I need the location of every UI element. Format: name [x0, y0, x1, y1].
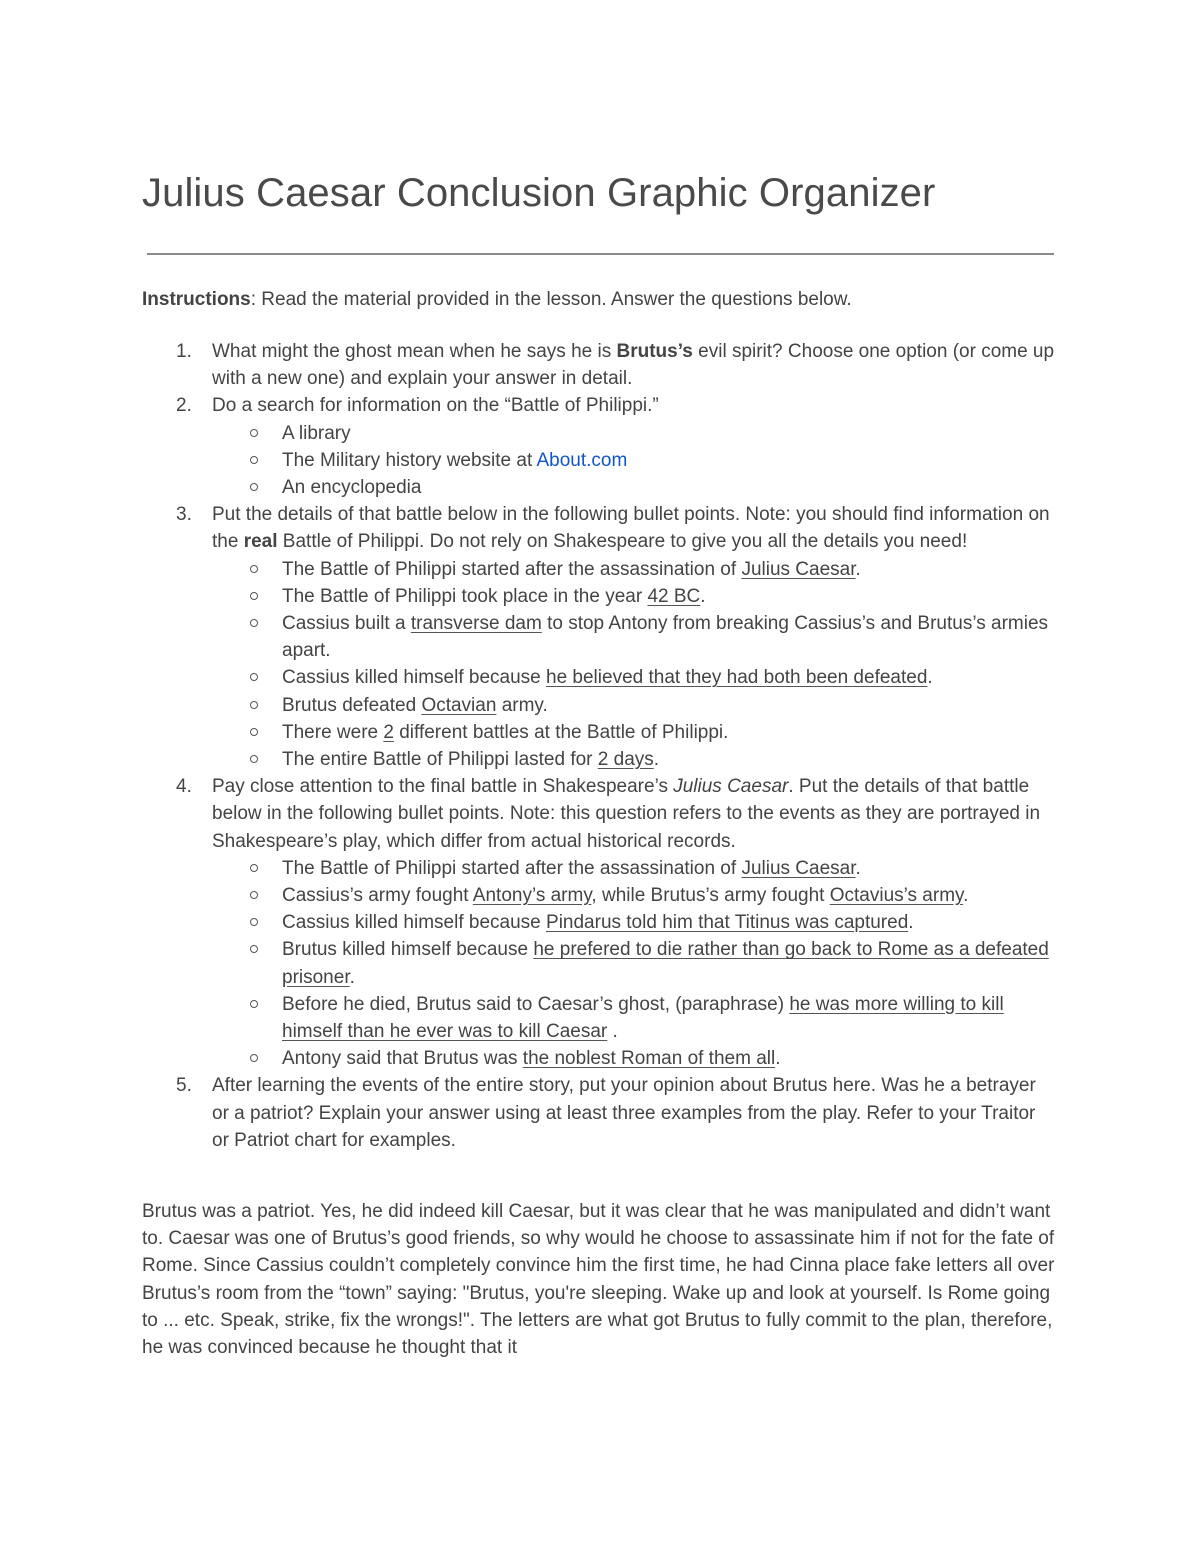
list-item-text: different battles at the Battle of Philippi.	[393, 721, 729, 743]
answer-text: Antony’s army	[472, 885, 592, 907]
hollow-bullet-icon	[250, 728, 258, 736]
list-item-text: .	[963, 885, 969, 907]
hollow-bullet-icon	[250, 456, 258, 464]
list-item-text: army.	[496, 694, 548, 716]
list-item	[212, 882, 1057, 909]
list-item	[212, 664, 1057, 691]
question-3	[142, 501, 1057, 773]
list-item-text: The Military history website at	[282, 449, 537, 471]
instructions-label: Instructions	[142, 289, 251, 310]
list-item-text: .	[349, 966, 355, 988]
answer-text: Pindarus told him that Titinus was captured	[546, 912, 909, 934]
about-com-link[interactable]: About.com	[536, 449, 628, 471]
list-item-text: .	[927, 667, 933, 689]
list-item	[212, 991, 1057, 1045]
question-bold-text: Brutus’s	[616, 341, 693, 362]
list-item-text: .	[653, 749, 660, 771]
answer-text: 42 BC	[647, 585, 701, 607]
question-text: Put the details of that battle below in the following bullet points. Note: you should find information on the	[212, 504, 1050, 553]
hollow-bullet-icon	[250, 619, 258, 627]
question-number: 1.	[176, 341, 192, 362]
list-item	[212, 855, 1057, 882]
essay-answer: Brutus was a patriot. Yes, he did indeed kill Caesar, but it was clear that he was manipulated and didn’t want to. Caesar was one of Brutus’s good friends, so why would he choose to assassinate him if not for the fate of Rome. Since Cassius couldn’t completely convince him the first time, he had Cinna place fake letters all over Brutus’s room from the “town” saying: "Brutus, you're sleeping. Wake up and look at yourself. Is Rome going to ... etc. Speak, strike, fix the wrongs!". The letters are what got Brutus to fully commit to the plan, therefore, he was convinced because he thought that it	[142, 1201, 1055, 1359]
hollow-bullet-icon	[250, 864, 258, 872]
list-item-text: .	[700, 585, 706, 607]
list-item	[212, 610, 1057, 664]
hollow-bullet-icon	[250, 592, 258, 600]
list-item-text: The entire Battle of Philippi lasted for	[282, 749, 598, 771]
question-text: Do a search for information on the “Battle of Philippi.”	[212, 395, 659, 417]
answer-text: the noblest Roman of them all	[522, 1048, 776, 1070]
answer-text: Octavius’s army	[829, 885, 964, 907]
question-bold-text: real	[243, 531, 278, 553]
list-item-text: to stop Antony from breaking Cassius’s and Brutus’s armies apart.	[282, 613, 1049, 662]
hollow-bullet-icon	[250, 891, 258, 899]
list-item-text: .	[855, 558, 861, 580]
question-number: 2.	[176, 395, 192, 417]
list-item-text: The Battle of Philippi started after the assassination of	[282, 857, 742, 879]
answer-text: Julius Caesar	[741, 857, 856, 879]
list-item	[212, 1045, 1057, 1072]
answer-text: 2 days	[597, 749, 654, 771]
list-item	[212, 447, 1057, 474]
list-item-text: Cassius killed himself because	[282, 912, 547, 934]
question-text: What might the ghost mean when he says he is	[212, 341, 617, 362]
list-item-text: Antony said that Brutus was	[282, 1048, 523, 1070]
hollow-bullet-icon	[250, 483, 258, 491]
history-details-list	[212, 556, 1057, 774]
question-number: 3.	[176, 504, 192, 526]
answer-text: he believed that they had both been defeated	[546, 667, 928, 689]
list-item-text: The Battle of Philippi took place in the year	[282, 585, 648, 607]
question-text: After learning the events of the entire story, put your opinion about Brutus here. Was he a betrayer or a patriot? Explain your answer using at least three examples from the play. Refer to your Traitor or Patriot chart for examples.	[212, 1075, 1036, 1151]
question-number: 5.	[176, 1075, 192, 1097]
question-text: . Put the details of that battle below in the following bullet points. Note: this question refers to the events as they are portrayed in Shakespeare’s play, which differ from actual historical records.	[212, 776, 1041, 852]
question-text: evil spirit? Choose one option (or come up with a new one) and explain your answer in detail.	[212, 341, 1055, 390]
hollow-bullet-icon	[250, 565, 258, 573]
instructions-text: : Read the material provided in the lesson. Answer the questions below.	[250, 289, 852, 310]
answer-text: transverse dam	[410, 613, 542, 635]
list-item	[212, 556, 1057, 583]
question-2	[142, 392, 1057, 501]
list-item-text: .	[607, 1021, 618, 1043]
instructions	[142, 286, 852, 313]
page-title: Julius Caesar Conclusion Graphic Organizer	[142, 171, 936, 215]
resource-list	[212, 420, 1057, 502]
question-text: Pay close attention to the final battle in Shakespeare’s	[212, 776, 674, 798]
answer-text: Julius Caesar	[741, 558, 856, 580]
answer-text: he was more willing to kill himself than he ever was to kill Caesar	[282, 993, 1004, 1043]
play-title-italic: Julius Caesar	[673, 776, 789, 798]
list-item	[212, 583, 1057, 610]
hollow-bullet-icon	[250, 945, 258, 953]
list-item	[212, 474, 1057, 501]
list-item-text: Cassius killed himself because	[282, 667, 547, 689]
list-item-text: .	[775, 1048, 781, 1070]
hollow-bullet-icon	[250, 429, 258, 437]
list-item-text: A library	[282, 422, 351, 444]
play-details-list	[212, 855, 1057, 1073]
list-item	[212, 909, 1057, 936]
hollow-bullet-icon	[250, 673, 258, 681]
list-item-text: .	[908, 912, 914, 934]
list-item-text: .	[855, 857, 861, 879]
hollow-bullet-icon	[250, 701, 258, 709]
question-number: 4.	[176, 776, 192, 798]
list-item-text: Brutus killed himself because	[282, 939, 534, 961]
list-item-text: Cassius built a	[282, 613, 411, 635]
list-item-text: There were	[282, 721, 384, 743]
hollow-bullet-icon	[250, 918, 258, 926]
title-divider	[147, 253, 1054, 255]
list-item-text: The Battle of Philippi started after the assassination of	[282, 558, 742, 580]
answer-text: 2	[383, 721, 394, 743]
question-1	[142, 338, 1057, 392]
question-list	[142, 338, 1057, 1154]
list-item	[212, 719, 1057, 746]
answer-text: he prefered to die rather than go back to Rome as a defeated prisoner	[282, 939, 1049, 988]
question-4	[142, 773, 1057, 1072]
list-item	[212, 692, 1057, 719]
question-5	[142, 1072, 1057, 1154]
answer-text: Octavian	[421, 694, 497, 716]
list-item-text: Brutus defeated	[282, 694, 422, 716]
hollow-bullet-icon	[250, 1054, 258, 1062]
list-item-text: An encyclopedia	[282, 477, 422, 499]
list-item	[212, 936, 1057, 990]
question-text: Battle of Philippi. Do not rely on Shakespeare to give you all the details you need!	[277, 531, 968, 553]
list-item	[212, 420, 1057, 447]
list-item-text: Cassius’s army fought	[282, 885, 473, 907]
list-item-text: , while Brutus’s army fought	[591, 885, 830, 907]
hollow-bullet-icon	[250, 1000, 258, 1008]
list-item	[212, 746, 1057, 773]
list-item-text: Before he died, Brutus said to Caesar’s ghost, (paraphrase)	[282, 993, 790, 1015]
hollow-bullet-icon	[250, 755, 258, 763]
